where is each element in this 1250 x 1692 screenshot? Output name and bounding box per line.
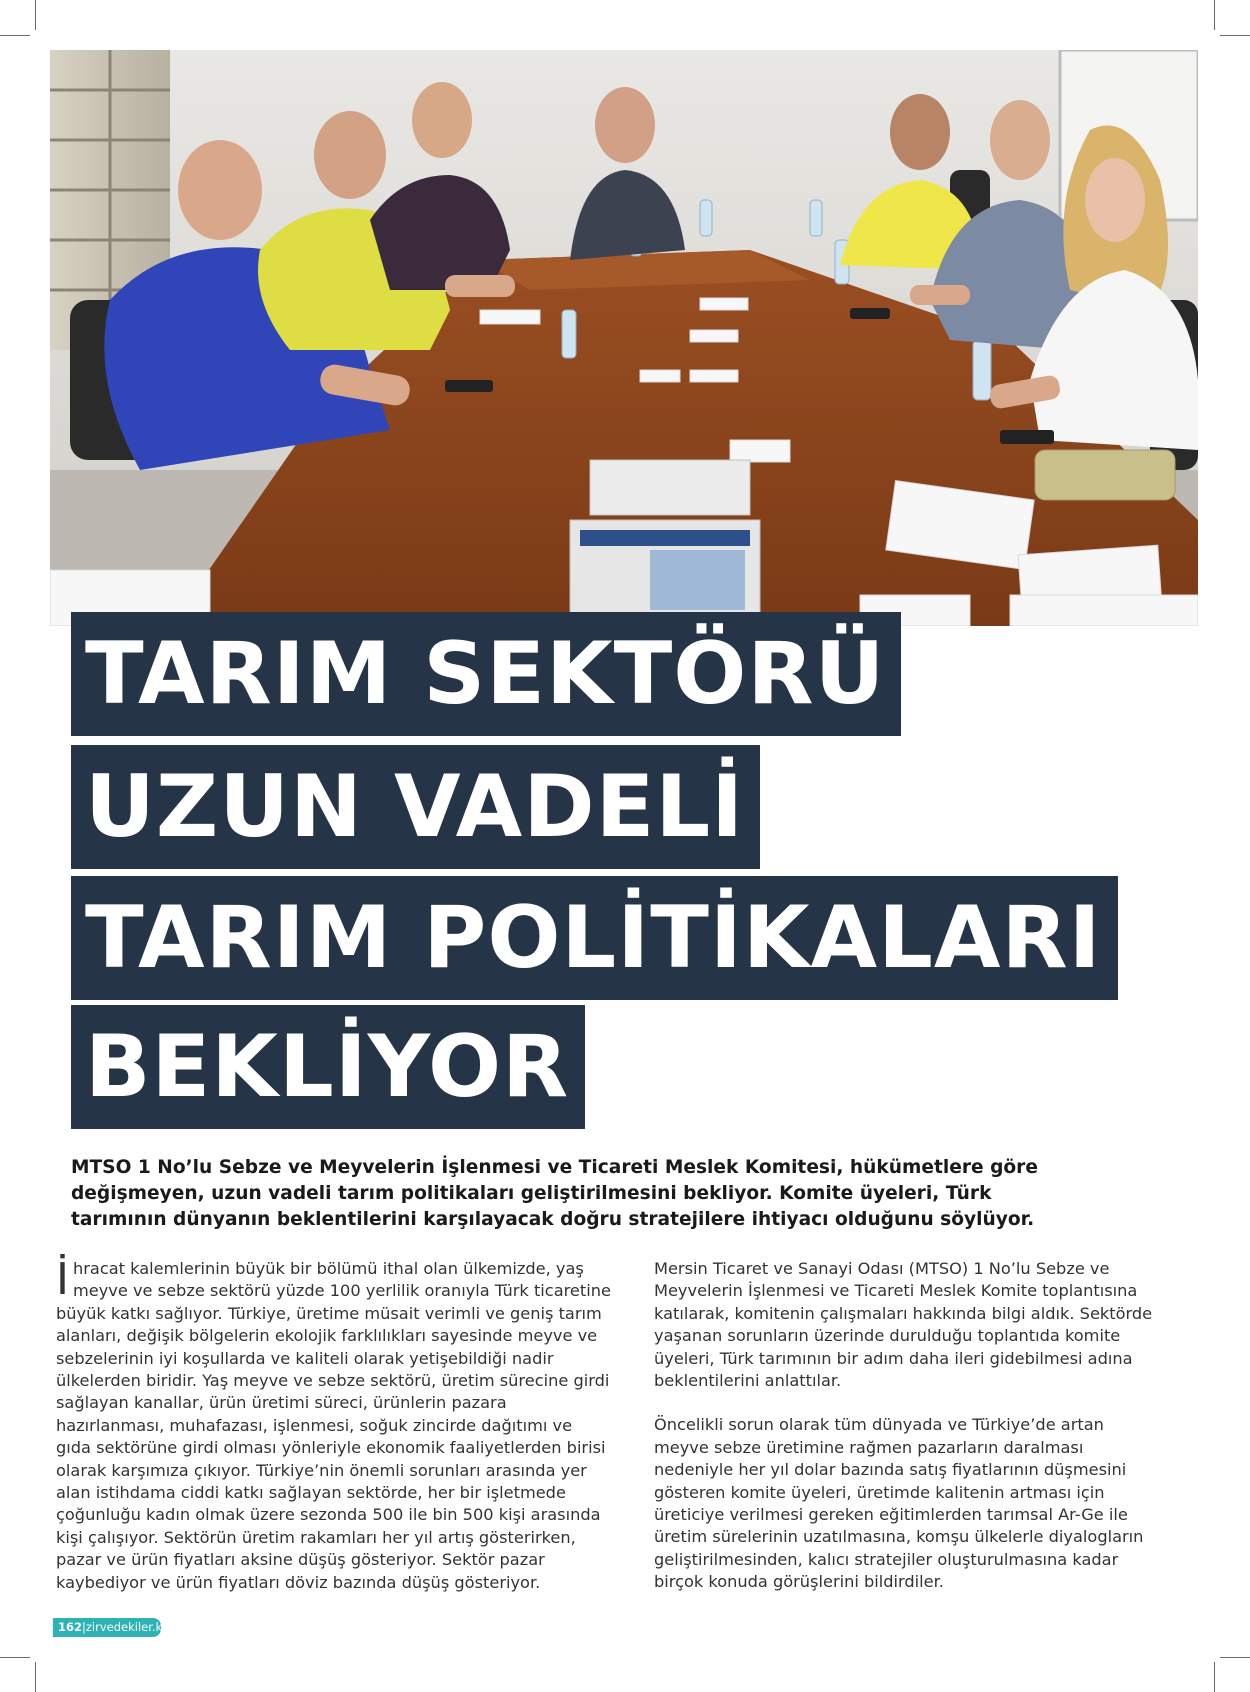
footer-site: zirvedekiler.kim xyxy=(85,1620,177,1634)
crop-mark xyxy=(35,0,36,30)
headline-line-3: TARIM POLİTİKALARI xyxy=(71,876,1118,1000)
headline-line-2: UZUN VADELİ xyxy=(71,745,760,869)
body-column-left xyxy=(56,1254,611,1594)
crop-mark xyxy=(1220,1657,1250,1658)
crop-mark xyxy=(1214,0,1215,30)
page-footer: 162|zirvedekiler.kim xyxy=(53,1618,161,1637)
meeting-photo xyxy=(50,50,1198,626)
page-number: 162 xyxy=(58,1620,83,1634)
crop-mark xyxy=(0,1657,30,1658)
headline-line-1: TARIM SEKTÖRÜ xyxy=(71,612,901,736)
crop-mark xyxy=(35,1662,36,1692)
crop-mark xyxy=(1220,35,1250,36)
body-paragraph: Öncelikli sorun olarak tüm dünyada ve Türkiye’de artan meyve sebze üretimine rağmen pazarların daralması nedeniyle her yıl dolar bazında satış fiyatlarının düşmesini gösteren komite üyeleri, üretimde kalitenin artması için üreticiye verilmesi gereken eğitimlerden tarımsal Ar-Ge ile üretim sürelerinin uzatılmasına, komşu ülkelerle diyalogların geliştirilmesinden, kalıcı stratejiler oluşturulmasına kadar birçok konuda görüşlerini bildirdiler. xyxy=(654,1415,1144,1592)
meeting-room-illustration xyxy=(50,50,1198,626)
body-paragraph: hracat kalemlerinin büyük bir bölümü ithal olan ülkemizde, yaş meyve ve sebze sektörü yüzde 100 yerlilik oranıyla Türk ticaretine büyük katkı sağlıyor. Türkiye, üretime müsait verimli ve geniş tarım alanları, değişik bölgelerin ekolojik farklılıkları sayesinde meyve ve sebzelerinin iyi koşullarda ve kaliteli olarak yetişebildiği nadir ülkelerden biridir. Yaş meyve ve sebze sektörü, üretim sürecine girdi sağlayan kanallar, ürün üretimi süreci, ürünlerin pazara hazırlanması, muhafazası, işlenmesi, soğuk zincirde dağıtımı ve gıda sektörüne girdi olması yönleriyle ekonomik faaliyetlerden birisi olarak karşımıza çıkıyor. Türkiye’nin önemli sorunları arasında yer alan istihdama ciddi katkı sağlayan sektörde, her bir işletmede çoğunluğu kadın olmak üzere sezonda 500 ile bin 500 kişi arasında kişi çalışıyor. Sektörün üretim rakamları her yıl artış gösterirken, pazar ve ürün fiyatları aksine düşüş gösteriyor. Sektör pazar kaybediyor ve ürün fiyatları döviz bazında düşüş gösteriyor. xyxy=(56,1259,611,1592)
drop-cap: İ xyxy=(56,1254,69,1305)
lead-paragraph: MTSO 1 No’lu Sebze ve Meyvelerin İşlenmesi ve Ticareti Meslek Komitesi, hükümetlere göre değişmeyen, uzun vadeli tarım politikaları geliştirilmesini bekliyor. Komite üyeleri, Türk tarımının dünyanın beklentilerini karşılayacak doğru stratejilere ihtiyacı olduğunu söylüyor. xyxy=(71,1157,1038,1230)
crop-mark xyxy=(0,35,30,36)
crop-mark xyxy=(1214,1662,1215,1692)
body-column-right xyxy=(654,1258,1154,1594)
body-paragraph: Mersin Ticaret ve Sanayi Odası (MTSO) 1 No’lu Sebze ve Meyvelerin İşlenmesi ve Ticareti Meslek Komite toplantısına katılarak, komitenin çalışmaları hakkında bilgi aldık. Sektörde yaşanan sorunların üzerinde durulduğu toplantıda komite üyeleri, Türk tarımının bir adım daha ileri gidebilmesi adına beklentilerini anlattılar. xyxy=(654,1259,1153,1391)
headline-line-4: BEKLİYOR xyxy=(71,1005,585,1129)
